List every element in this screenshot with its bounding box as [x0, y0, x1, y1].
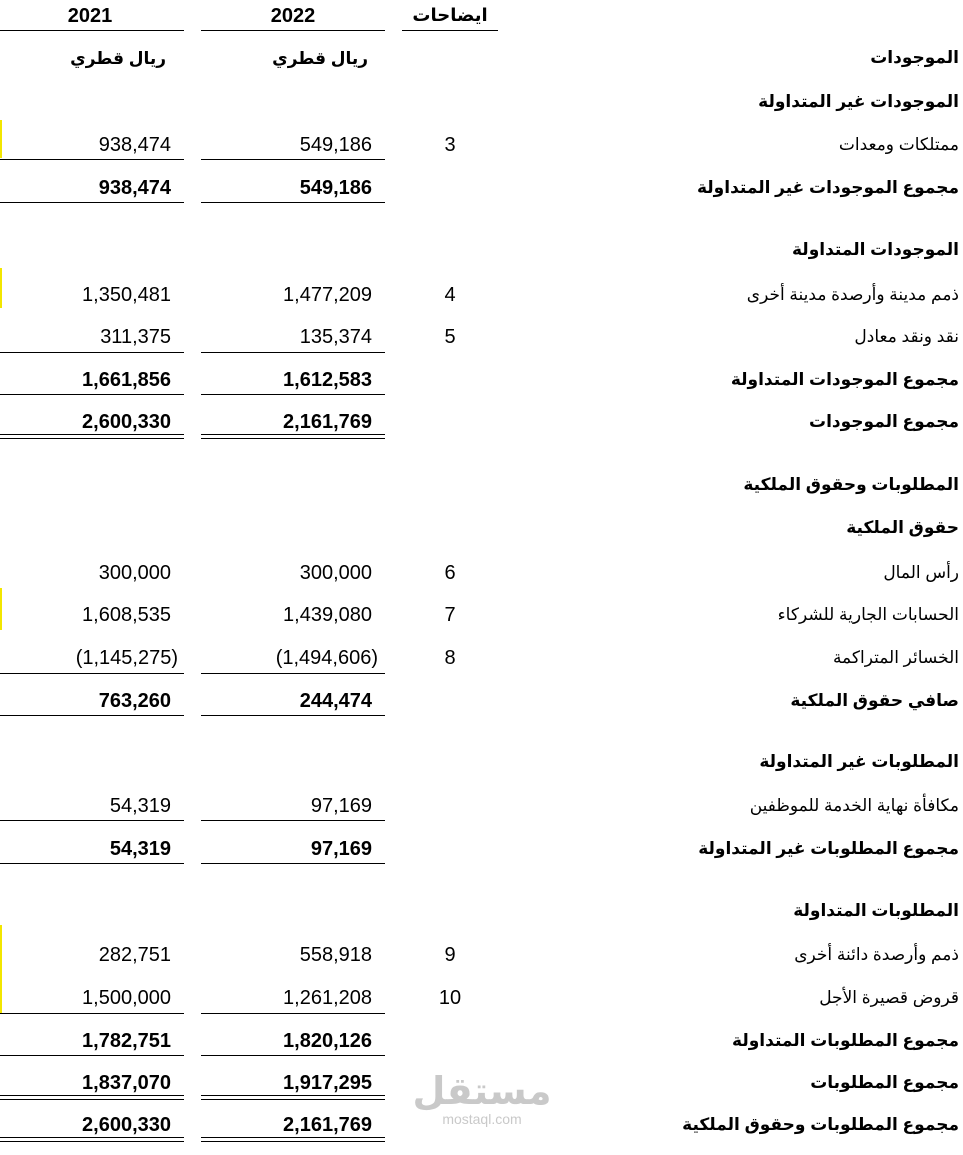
value-2021: 1,500,000: [82, 987, 171, 1009]
subtotal-rule: [201, 159, 385, 160]
total-value-2021: 54,319: [109, 838, 171, 860]
value-2022: 135,374: [299, 326, 372, 348]
double-rule: [201, 1137, 385, 1142]
section-title-liabilities-equity: المطلوبات وحقوق الملكية: [743, 475, 959, 494]
note-ref: 6: [444, 562, 456, 584]
value-2021: 938,474: [98, 134, 171, 156]
note-ref: 4: [444, 284, 456, 306]
currency-2021: ريال قطري: [70, 49, 166, 68]
total-rule: [0, 1055, 184, 1056]
subtotal-rule: [0, 1013, 184, 1014]
total-value-2022: 1,820,126: [283, 1030, 372, 1052]
grand-total-value-2022: 2,161,769: [283, 411, 372, 433]
double-rule: [201, 1095, 385, 1100]
line-item-label: الحسابات الجارية للشركاء: [777, 605, 959, 624]
total-rule: [201, 1055, 385, 1056]
subtotal-rule: [0, 352, 184, 353]
total-value-2022: 1,612,583: [283, 369, 372, 391]
total-label: مجموع الموجودات غير المتداولة: [696, 178, 959, 197]
value-2022: 1,477,209: [283, 284, 372, 306]
note-ref: 9: [444, 944, 456, 966]
subtotal-rule: [0, 820, 184, 821]
subsection-title: المطلوبات المتداولة: [793, 901, 959, 920]
subtotal-rule: [201, 673, 385, 674]
line-item-label: نقد ونقد معادل: [854, 327, 959, 346]
value-2021: 311,375: [100, 326, 171, 348]
total-label: مجموع المطلوبات: [810, 1073, 959, 1092]
total-label: صافي حقوق الملكية: [790, 691, 959, 710]
note-ref: 3: [444, 134, 456, 156]
grand-total-value-2021: 2,600,330: [82, 411, 171, 433]
total-value-2021: 938,474: [98, 177, 171, 199]
value-2021: 1,608,535: [82, 604, 171, 626]
header-underline-notes: [402, 30, 498, 31]
note-ref: 10: [438, 987, 462, 1009]
subsection-title: حقوق الملكية: [846, 518, 959, 537]
header-year-2022: 2022: [270, 5, 316, 27]
grand-total-label: مجموع المطلوبات وحقوق الملكية: [682, 1115, 959, 1134]
subtotal-rule: [201, 820, 385, 821]
watermark-arabic: مستقل: [412, 1071, 552, 1113]
total-rule: [0, 715, 184, 716]
subtotal-rule: [201, 1013, 385, 1014]
subsection-title: الموجودات غير المتداولة: [758, 92, 959, 111]
header-underline-2021: [0, 30, 184, 31]
double-rule: [0, 434, 184, 439]
header-underline-2022: [201, 30, 385, 31]
line-item-label: الخسائر المتراكمة: [832, 648, 959, 667]
total-value-2022: 244,474: [299, 690, 372, 712]
total-value-2021: 1,837,070: [82, 1072, 171, 1094]
total-value-2021: 1,661,856: [82, 369, 171, 391]
grand-total-value-2021: 2,600,330: [82, 1114, 171, 1136]
total-rule: [201, 394, 385, 395]
total-rule: [201, 202, 385, 203]
total-label: مجموع المطلوبات غير المتداولة: [698, 839, 959, 858]
watermark-logo: [412, 1072, 552, 1126]
grand-total-label: مجموع الموجودات: [809, 412, 959, 431]
total-rule: [0, 863, 184, 864]
line-item-label: قروض قصيرة الأجل: [819, 988, 959, 1007]
total-value-2022: 1,917,295: [283, 1072, 372, 1094]
subtotal-rule: [0, 159, 184, 160]
value-2022: 1,261,208: [283, 987, 372, 1009]
line-item-label: مكافأة نهاية الخدمة للموظفين: [749, 796, 959, 815]
total-value-2021: 1,782,751: [82, 1030, 171, 1052]
total-value-2021: 763,260: [98, 690, 171, 712]
double-rule: [201, 434, 385, 439]
watermark-url: mostaql.com: [442, 1111, 522, 1127]
value-2022: (1,494,606): [275, 647, 378, 669]
note-ref: 5: [444, 326, 456, 348]
line-item-label: ذمم وأرصدة دائنة أخرى: [794, 945, 959, 964]
value-2021: 1,350,481: [82, 284, 171, 306]
value-2021: (1,145,275): [75, 647, 178, 669]
note-ref: 7: [444, 604, 456, 626]
line-item-label: رأس المال: [883, 563, 959, 582]
value-2022: 1,439,080: [283, 604, 372, 626]
total-rule: [201, 715, 385, 716]
value-2022: 97,169: [310, 795, 372, 817]
value-2022: 300,000: [299, 562, 372, 584]
value-2021: 54,319: [109, 795, 171, 817]
grand-total-value-2022: 2,161,769: [283, 1114, 372, 1136]
value-2022: 549,186: [299, 134, 372, 156]
total-value-2022: 549,186: [299, 177, 372, 199]
total-rule: [0, 394, 184, 395]
line-item-label: ذمم مدينة وأرصدة مدينة أخرى: [746, 285, 959, 304]
currency-2022: ريال قطري: [272, 49, 368, 68]
margin-marker: [0, 588, 2, 630]
subsection-title: الموجودات المتداولة: [792, 240, 959, 259]
section-title-assets: الموجودات: [870, 48, 959, 67]
margin-marker: [0, 120, 2, 158]
total-label: مجموع المطلوبات المتداولة: [732, 1031, 959, 1050]
header-year-2021: 2021: [67, 5, 113, 27]
double-rule: [0, 1095, 184, 1100]
total-rule: [201, 863, 385, 864]
double-rule: [0, 1137, 184, 1142]
total-value-2022: 97,169: [310, 838, 372, 860]
subsection-title: المطلوبات غير المتداولة: [759, 752, 959, 771]
note-ref: 8: [444, 647, 456, 669]
header-notes: ايضاحات: [412, 5, 488, 25]
subtotal-rule: [201, 352, 385, 353]
subtotal-rule: [0, 673, 184, 674]
total-rule: [0, 202, 184, 203]
total-label: مجموع الموجودات المتداولة: [730, 370, 959, 389]
line-item-label: ممتلكات ومعدات: [838, 135, 959, 154]
value-2021: 282,751: [98, 944, 171, 966]
value-2021: 300,000: [98, 562, 171, 584]
value-2022: 558,918: [299, 944, 372, 966]
margin-marker: [0, 925, 2, 1013]
margin-marker: [0, 268, 2, 308]
